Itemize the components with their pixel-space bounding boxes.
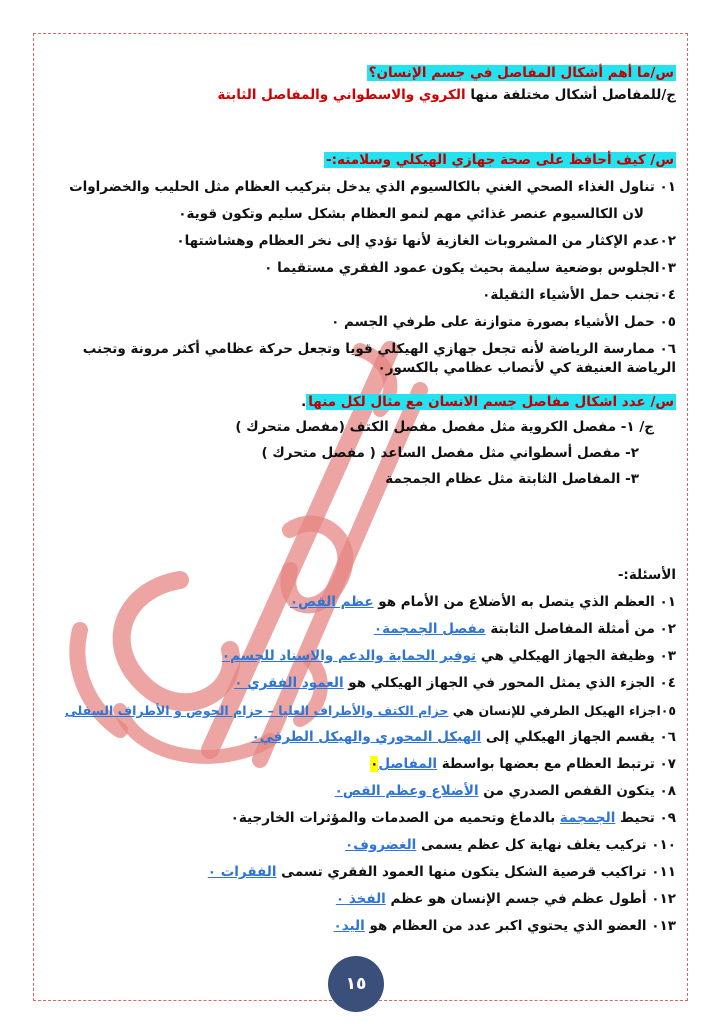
q2-item: ٠١ تناول الغذاء الصحي الغني بالكالسيوم الذي يدخل بتركيب العظام مثل الحليب والخضراوات (69, 179, 676, 195)
exercise-answer: الفقرات ٠ (207, 864, 277, 880)
exercise-answer: الفخذ ٠ (335, 891, 386, 907)
exercise-item: ٠١٣ العضو الذي يحتوي اكبر عدد من العظام هو اليد٠ (333, 918, 676, 934)
exercise-answer: الجمجمة (559, 810, 616, 826)
q1-answer-red: الكروي والاسطواني والمفاصل الثابتة (217, 87, 466, 103)
exercise-item: ٠١٠ تركيب يغلف نهاية كل عظم يسمى الغضروف٠ (344, 837, 676, 853)
q3-question-line (40, 393, 676, 412)
exercise-item: ٠٢ من أمثلة المفاصل الثابتة مفصل الجمجمة٠ (373, 621, 676, 637)
q3-question-tail: . (301, 394, 307, 410)
exercises-heading: الأسئلة:- (617, 567, 676, 583)
q1-answer-prefix: ج/للمفاصل أشكال مختلفة منها (470, 87, 676, 103)
exercise-item: ٠١٢ أطول عظم في جسم الإنسان هو عظم الفخذ ٠ (335, 891, 676, 907)
exercise-answer: الأضلاع وعظم القص٠ (334, 783, 479, 799)
exercise-answer: مفصل الجمجمة٠ (373, 621, 486, 637)
exercise-answer: حزام الكتف والأطراف العليا – حزام الحوض و الأطراف السفلى (64, 703, 449, 718)
exercise-item: ٠٦ يقسم الجهاز الهيكلي إلى الهيكل المحوري والهيكل الطرفي٠ (251, 729, 676, 745)
q3-item: ٢- مفصل أسطواني مثل مفصل الساعد ( مفصل متحرك ) (261, 445, 639, 461)
exercise-item: ٠١ العظم الذي يتصل به الأضلاع من الأمام هو عظم القص٠ (289, 594, 676, 610)
highlight-mark: ٠ (370, 756, 379, 772)
q3-question: س/ عدد اشكال مفاصل جسم الانسان مع مثال لكل منها (308, 394, 674, 410)
q2-item: ٠٤تجنب حمل الأشياء الثقيلة٠ (482, 287, 676, 303)
exercise-item: ٠٤ الجزء الذي يمثل المحور في الجهاز الهيكلي هو العمود الفقري ٠ (234, 675, 676, 691)
q2-item: ٠٦ ممارسة الرياضة لأنه تجعل جهازي الهيكلي قويا وتجعل حركة عظامي أكثر مرونة وتجنب الرياضة العنيفة كي لأتصاب عظامي بالكسور٠ (82, 341, 676, 376)
exercise-item: ٠٥اجزاء الهيكل الطرفي للإنسان هي حزام الكتف والأطراف العليا – حزام الحوض و الأطراف السفلى (64, 703, 676, 718)
exercise-item: ٠١١ تراكيب قرصية الشكل يتكون منها العمود الفقري تسمى الفقرات ٠ (207, 864, 676, 880)
exercise-answer: العمود الفقري ٠ (234, 675, 344, 691)
exercise-item: ٠٧ ترتبط العظام مع بعضها بواسطة المفاصل٠ (370, 756, 676, 772)
q2-item: ٠٣الجلوس بوضعية سليمة بحيث يكون عمود الفقري مستقيما ٠ (264, 260, 676, 276)
exercise-answer: اليد٠ (333, 918, 365, 934)
q3-item: ج/ ١- مفصل الكروية مثل مفصل مفصل الكتف (مفصل متحرك ) (235, 419, 654, 435)
exercise-item: ٠٩ تحيط الجمجمة بالدماغ وتحميه من الصدمات والمؤثرات الخارجية٠ (230, 810, 676, 826)
q1-question-line (40, 64, 676, 83)
exercise-answer: توفير الحماية والدعم والاسناد للجسم٠ (221, 648, 477, 664)
exercise-item: ٠٣ وظيفة الجهاز الهيكلي هي توفير الحماية والدعم والاسناد للجسم٠ (221, 648, 676, 664)
q1-question: س/ما أهم أشكال المفاصل في جسم الإنسان؟ (368, 65, 674, 81)
exercise-answer: الغضروف٠ (344, 837, 417, 853)
exercise-answer: عظم القص٠ (289, 594, 374, 610)
exercise-answer: المفاصل (378, 756, 438, 772)
page-number-badge: ١٥ (328, 956, 384, 1012)
q2-question: س/ كيف أحافظ على صحة جهازي الهيكلي وسلامته:- (326, 152, 674, 168)
q2-question-line (40, 151, 676, 170)
exercise-item: ٠٨ يتكون القفص الصدري من الأضلاع وعظم القص٠ (334, 783, 676, 799)
exercise-answer: الهيكل المحوري والهيكل الطرفي٠ (251, 729, 482, 745)
q3-item: ٣- المفاصل الثابتة مثل عظام الجمجمة (385, 471, 639, 487)
q1-answer-line (40, 86, 676, 105)
q2-item: ٠٢عدم الإكثار من المشروبات الغازية لأنها تؤدي إلى نخر العظام وهشاشتها٠ (176, 233, 676, 249)
q2-item: لان الكالسيوم عنصر غذائي مهم لنمو العظام بشكل سليم وتكون قوية٠ (178, 206, 644, 222)
q2-item: ٠٥ حمل الأشياء بصورة متوازنة على طرفي الجسم ٠ (331, 314, 676, 330)
